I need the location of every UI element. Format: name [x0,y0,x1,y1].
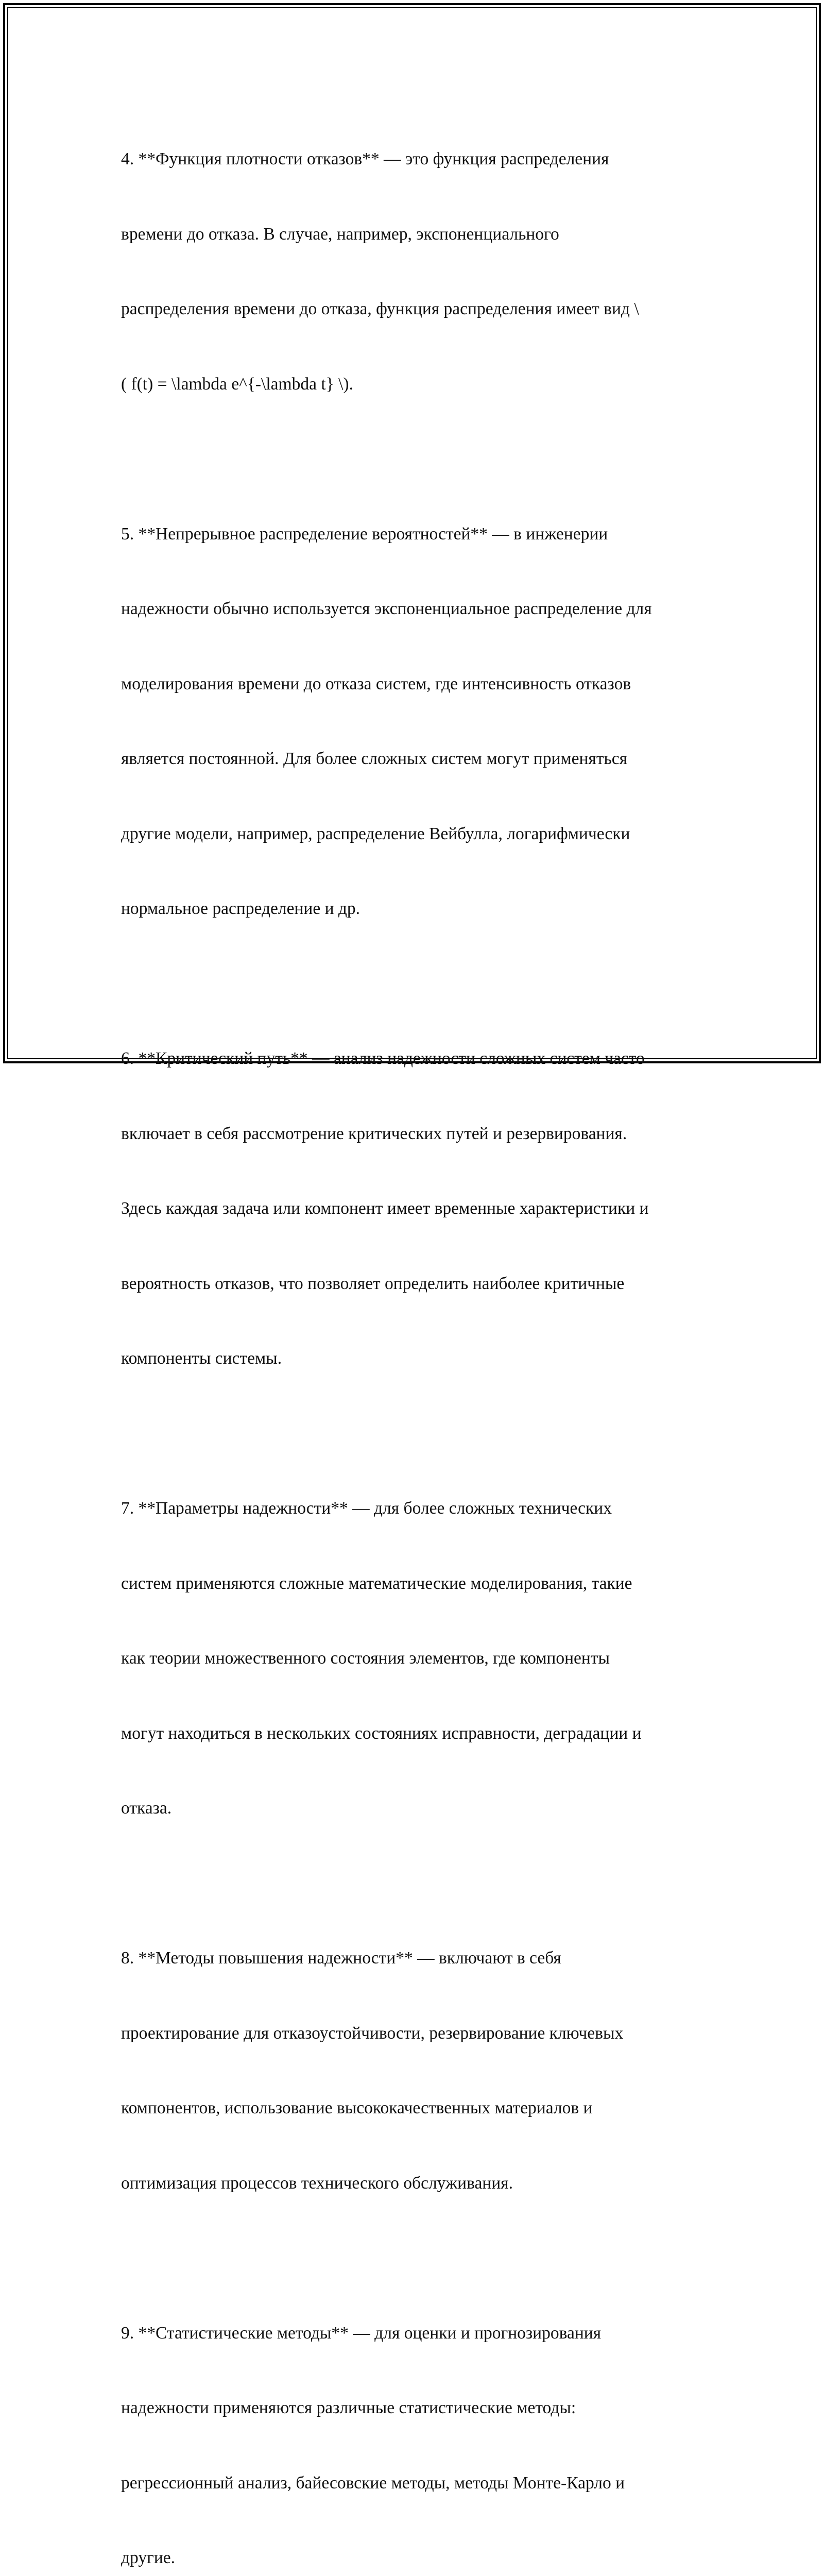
text-line: ( f(t) = \lambda e^{-\lambda t} \). [121,372,713,397]
text-line: включает в себя рассмотрение критических путей и резервирования. [121,1122,713,1147]
text-line: Здесь каждая задача или компонент имеет временные характеристики и [121,1196,713,1222]
paragraph-statistical-methods [121,2271,713,2576]
text-line: проектирование для отказоустойчивости, резервирование ключевых [121,2021,713,2046]
paragraph-reliability-parameters [121,1446,713,1871]
text-line: надежности применяются различные статистические методы: [121,2396,713,2421]
text-line: другие модели, например, распределение Вейбулла, логарифмически [121,822,713,847]
text-line: времени до отказа. В случае, например, экспоненциального [121,222,713,247]
text-line: могут находиться в нескольких состояниях исправности, деградации и [121,1721,713,1747]
text-line: 6. **Критический путь** — анализ надежности сложных систем часто [121,1046,713,1072]
paragraph-critical-path [121,996,713,1421]
text-line: является постоянной. Для более сложных систем могут применяться [121,747,713,772]
text-line: моделирования времени до отказа систем, где интенсивность отказов [121,672,713,697]
text-line: 9. **Статистические методы** — для оценки и прогнозирования [121,2321,713,2346]
text-line: вероятность отказов, что позволяет определить наиболее критичные [121,1272,713,1297]
text-line: отказа. [121,1796,713,1821]
text-line: нормальное распределение и др. [121,896,713,922]
text-line: другие. [121,2546,713,2571]
text-line: 5. **Непрерывное распределение вероятностей** — в инженерии [121,522,713,547]
text-line: 7. **Параметры надежности** — для более сложных технических [121,1496,713,1521]
text-line: 4. **Функция плотности отказов** — это функция распределения [121,147,713,172]
text-line: регрессионный анализ, байесовские методы, методы Монте-Карло и [121,2471,713,2496]
document-body [121,97,713,2576]
paragraph-continuous-distribution [121,472,713,972]
paragraph-failure-density [121,97,713,447]
paragraph-reliability-improvement [121,1896,713,2246]
text-line: компоненты системы. [121,1346,713,1371]
text-line: надежности обычно используется экспоненциальное распределение для [121,597,713,622]
text-line: 8. **Методы повышения надежности** — включают в себя [121,1946,713,1971]
text-line: систем применяются сложные математические моделирования, такие [121,1571,713,1597]
text-line: распределения времени до отказа, функция распределения имеет вид \ [121,297,713,322]
text-line: как теории множественного состояния элементов, где компоненты [121,1646,713,1671]
text-line: компонентов, использование высококачественных материалов и [121,2096,713,2121]
text-line: оптимизация процессов технического обслуживания. [121,2171,713,2196]
